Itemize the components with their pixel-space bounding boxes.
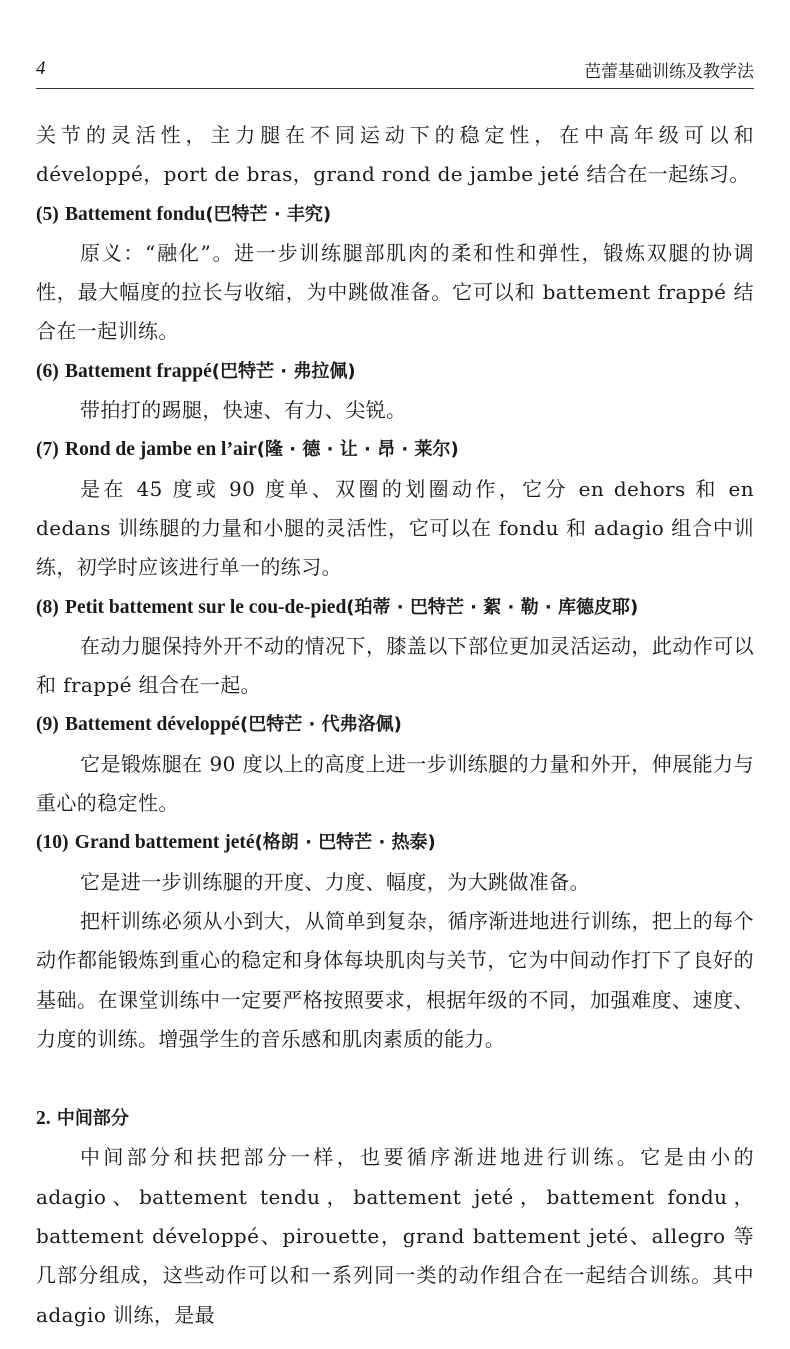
subsection-heading-8 bbox=[36, 588, 754, 627]
heading-chinese: (隆 · 德 · 让 · 昂 · 莱尔) bbox=[256, 439, 459, 461]
paragraph: 它是进一步训练腿的开度、力度、幅度，为大跳做准备。 bbox=[80, 869, 590, 894]
page-number: 4 bbox=[36, 58, 46, 79]
subsection-heading-5 bbox=[36, 195, 754, 234]
heading-number: (5) bbox=[36, 203, 59, 225]
heading-term: Battement développé bbox=[65, 714, 240, 736]
heading-chinese: (巴特芒 · 弗拉佩) bbox=[211, 360, 356, 382]
heading-number: (9) bbox=[36, 714, 59, 736]
section-number: 2. bbox=[36, 1108, 51, 1130]
paragraph: 带拍打的踢腿，快速、有力、尖锐。 bbox=[80, 398, 407, 423]
heading-chinese: (珀蒂 · 巴特芒 · 絮 · 勒 · 库德皮耶) bbox=[346, 596, 639, 618]
section-title: 中间部分 bbox=[56, 1108, 129, 1130]
heading-number: (7) bbox=[36, 439, 59, 461]
page-body bbox=[36, 116, 754, 1335]
paragraph: 原义：“融化”。进一步训练腿部肌肉的柔和性和弹性，锻炼双腿的协调性，最大幅度的拉长与收缩，为中跳做准备。它可以和 battement frappé 结合在一起训练。 bbox=[36, 240, 754, 344]
paragraph: 中间部分和扶把部分一样，也要循序渐进地进行训练。它是由小的 adagio、battement tendu，battement jeté，battement fondu，battement développé、pirouette，grand battement jeté、allegro 等几部分组成，这些动作可以和一系列同一类的动作组合在一起结合训练。其中 adagio 训练，是最 bbox=[36, 1145, 754, 1327]
paragraph: 是在 45 度或 90 度单、双圈的划圈动作，它分 en dehors 和 en dedans 训练腿的力量和小腿的灵活性，它可以在 fondu 和 adagio 组合中训练，初学时应该进行单一的练习。 bbox=[36, 476, 754, 580]
subsection-heading-6 bbox=[36, 352, 754, 391]
heading-number: (8) bbox=[36, 596, 59, 618]
subsection-heading-9 bbox=[36, 705, 754, 744]
heading-number: (6) bbox=[36, 360, 59, 382]
paragraph: 把杆训练必须从小到大，从简单到复杂，循序渐进地进行训练，把上的每个动作都能锻炼到重心的稳定和身体每块肌肉与关节，它为中间动作打下了良好的基础。在课堂训练中一定要严格按照要求，根据年级的不同，加强难度、速度、力度的训练。增强学生的音乐感和肌肉素质的能力。 bbox=[36, 908, 754, 1051]
header-rule bbox=[36, 88, 754, 89]
heading-chinese: (格朗 · 巴特芒 · 热泰) bbox=[254, 832, 436, 854]
heading-term: Battement fondu bbox=[65, 203, 206, 225]
heading-term: Battement frappé bbox=[65, 360, 212, 382]
subsection-heading-10 bbox=[36, 823, 754, 862]
page-header bbox=[36, 56, 754, 82]
heading-term: Rond de jambe en l’air bbox=[65, 439, 257, 461]
heading-chinese: (巴特芒 · 代弗洛佩) bbox=[239, 714, 402, 736]
paragraph: 在动力腿保持外开不动的情况下，膝盖以下部位更加灵活运动，此动作可以和 frappé 组合在一起。 bbox=[36, 633, 754, 698]
section-spacer bbox=[36, 1059, 754, 1099]
section-heading-2 bbox=[36, 1099, 754, 1138]
heading-number: (10) bbox=[36, 832, 69, 854]
running-title: 芭蕾基础训练及教学法 bbox=[584, 61, 754, 82]
heading-term: Petit battement sur le cou-de-pied bbox=[65, 596, 347, 618]
heading-chinese: (巴特芒 · 丰究) bbox=[205, 203, 332, 225]
heading-term: Grand battement jeté bbox=[74, 832, 255, 854]
paragraph: 它是锻炼腿在 90 度以上的高度上进一步训练腿的力量和外开，伸展能力与重心的稳定性。 bbox=[36, 751, 754, 816]
paragraph: 关节的灵活性，主力腿在不同运动下的稳定性，在中高年级可以和 développé，port de bras，grand rond de jambe jeté 结合在一起练习。 bbox=[36, 123, 754, 187]
subsection-heading-7 bbox=[36, 430, 754, 469]
